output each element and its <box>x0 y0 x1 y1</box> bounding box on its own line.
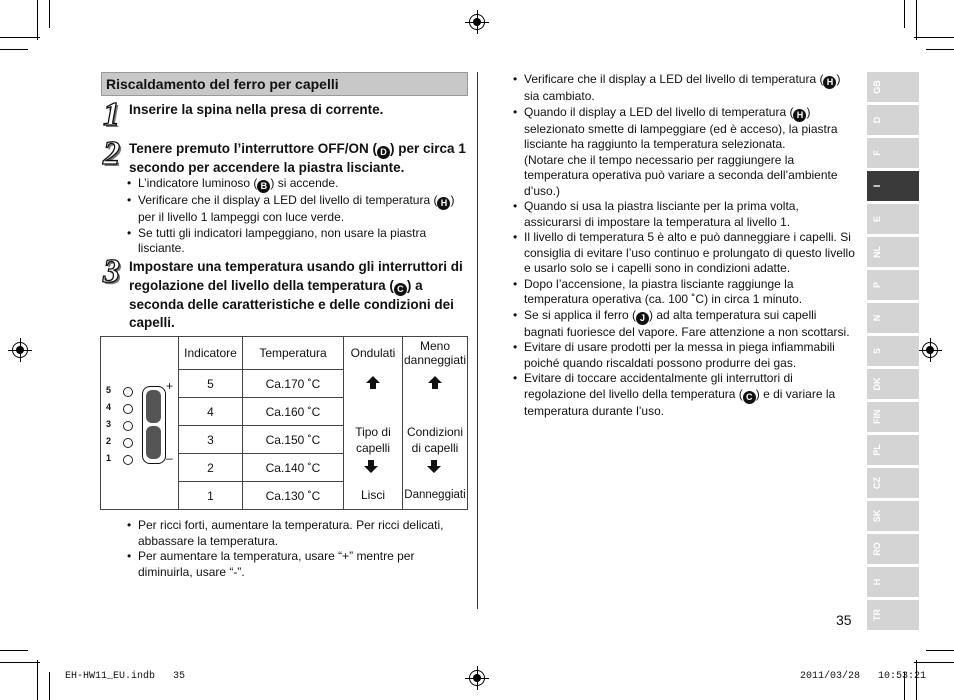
list-item: • Verificare che il display a LED del livello di temperatura ( H ) sia cambiato. <box>510 72 855 105</box>
list-item: • Se si applica il ferro ( J ) ad alta temperatura sui capelli bagnati fuoriesce del vapore. Fare attenzione a non scottarsi. <box>510 308 855 341</box>
table-cell: Lisci <box>344 482 403 510</box>
language-tab-active[interactable]: I <box>867 171 919 201</box>
registration-mark-icon <box>469 670 485 686</box>
list-item: • L’indicatore luminoso ( B ) si accende. <box>124 176 464 193</box>
part-h-icon: H <box>437 197 450 210</box>
led-level-label: 1 <box>106 453 112 463</box>
part-d-icon: D <box>377 146 390 159</box>
step-number: 1 <box>103 96 120 133</box>
column-header: Temperatura <box>243 337 344 370</box>
list-item: • Per aumentare la temperatura, usare “+” mentre per diminuirla, usare “-”. <box>124 549 464 580</box>
led-level-label: 2 <box>106 436 112 446</box>
step-number: 3 <box>103 253 120 290</box>
down-arrow-icon <box>364 460 378 473</box>
language-tab[interactable]: F <box>867 138 919 168</box>
language-tab[interactable]: D <box>867 105 919 135</box>
part-b-icon: B <box>257 180 270 193</box>
part-j-icon: J <box>636 312 649 325</box>
registration-mark-icon <box>922 342 938 358</box>
footer-date: 2011/03/28 10:53:21 <box>800 671 927 682</box>
section-header: Riscaldamento del ferro per capelli <box>101 72 468 96</box>
language-tab[interactable]: FIN <box>867 402 919 432</box>
list-item: • Dopo l’accensione, la piastra lisciante raggiunge la temperatura operativa (ca. 100 ˚C) in circa 1 minuto. <box>510 277 855 308</box>
language-tab[interactable]: P <box>867 270 919 300</box>
list-item: • Il livello di temperatura 5 è alto e può danneggiare i capelli. Si consiglia di evitare l’uso continuo e prolungato di questo livello e usarlo solo se i capelli sono in condizioni adatte. <box>510 230 855 277</box>
list-item: • Quando il display a LED del livello di temperatura ( H ) selezionato smette di lampeggiare (ed è acceso), la piastra lisciante ha raggiunto la temperatura selezionata. (Notare che il tempo necessario per raggiungere la temperatura operativa può variare a seconda dell’ambiente d’uso.) <box>510 105 855 200</box>
column-divider <box>477 72 478 609</box>
list-item: • Evitare di toccare accidentalmente gli interruttori di regolazione del livello della temperatura ( C ) e di variare la temperatura durante l’uso. <box>510 371 855 419</box>
step-title: Tenere premuto l’interruttore OFF/ON ( D ) per circa 1 secondo per accendere la piastra lisciante. <box>129 141 466 175</box>
table-cell: Ca.140 ˚C <box>243 454 344 482</box>
column-header: Meno danneggiati <box>403 337 468 370</box>
table-cell <box>344 370 403 398</box>
led-diagram-cell <box>101 337 179 510</box>
led-indicator-icon <box>123 387 133 397</box>
step-number: 2 <box>103 135 120 172</box>
footer-file: EH-HW11_EU.indb 35 <box>65 671 186 682</box>
up-arrow-icon <box>428 376 442 389</box>
part-h-icon: H <box>823 76 836 89</box>
list-item: • Evitare di usare prodotti per la messa in piega infiammabili poiché quando riscaldati possono produrre dei gas. <box>510 340 855 371</box>
notes-list <box>124 518 464 580</box>
temperature-switch-icon <box>142 386 166 464</box>
step-title: Inserire la spina nella presa di corrente. <box>129 102 384 117</box>
led-level-label: 4 <box>106 402 112 412</box>
registration-mark-icon <box>12 342 28 358</box>
language-tab[interactable]: TR <box>867 600 919 630</box>
language-tab[interactable]: SK <box>867 501 919 531</box>
language-tab[interactable]: N <box>867 303 919 333</box>
language-tab[interactable]: GB <box>867 72 919 102</box>
temperature-table <box>100 336 468 510</box>
column-header: Indicatore <box>179 337 243 370</box>
led-indicator-icon <box>123 421 133 431</box>
table-cell: Ca.170 ˚C <box>243 370 344 398</box>
right-column-bullets <box>510 72 855 419</box>
language-tab[interactable]: CZ <box>867 468 919 498</box>
led-level-label: 5 <box>106 385 112 395</box>
led-level-label: 3 <box>106 419 112 429</box>
list-item: • Se tutti gli indicatori lampeggiano, non usare la piastra lisciante. <box>124 226 464 257</box>
table-cell: 1 <box>179 482 243 510</box>
step-title: Impostare una temperatura usando gli interruttori di regolazione del livello della temperatura ( C ) a seconda delle caratteristiche e delle condizioni dei capelli. <box>129 259 463 330</box>
table-cell: 4 <box>179 398 243 426</box>
list-item: • Per ricci forti, aumentare la temperatura. Per ricci delicati, abbassare la temperatura. <box>124 518 464 549</box>
language-tab[interactable]: NL <box>867 237 919 267</box>
table-cell: Ca.130 ˚C <box>243 482 344 510</box>
registration-mark-icon <box>469 14 485 30</box>
page-number: 35 <box>836 612 852 628</box>
language-tab[interactable]: PL <box>867 435 919 465</box>
table-cell: Ca.150 ˚C <box>243 426 344 454</box>
language-tab[interactable]: DK <box>867 369 919 399</box>
list-item: • Quando si usa la piastra lisciante per la prima volta, assicurarsi di impostare la temperatura al livello 1. <box>510 199 855 230</box>
table-cell: Tipo di capelli <box>344 398 403 482</box>
down-arrow-icon <box>427 460 441 473</box>
language-tab[interactable]: E <box>867 204 919 234</box>
minus-label: – <box>166 451 173 465</box>
led-indicator-icon <box>123 404 133 414</box>
table-cell: 2 <box>179 454 243 482</box>
language-tab[interactable]: RO <box>867 534 919 564</box>
step-bullets <box>124 176 464 257</box>
led-indicator-icon <box>123 455 133 465</box>
table-cell <box>403 370 468 398</box>
language-tab[interactable]: S <box>867 336 919 366</box>
language-tab[interactable]: H <box>867 567 919 597</box>
table-cell: Danneggiati <box>403 482 468 510</box>
table-cell: 5 <box>179 370 243 398</box>
list-item: • Verificare che il display a LED del livello di temperatura ( H ) per il livello 1 lampeggi con luce verde. <box>124 193 464 226</box>
part-c-icon: C <box>743 391 756 404</box>
table-cell: 3 <box>179 426 243 454</box>
part-h-icon: H <box>793 109 806 122</box>
column-header: Ondulati <box>344 337 403 370</box>
up-arrow-icon <box>366 376 380 389</box>
table-cell: Condizioni di capelli <box>403 398 468 482</box>
plus-label: + <box>166 379 174 393</box>
part-c-icon: C <box>394 283 407 296</box>
table-cell: Ca.160 ˚C <box>243 398 344 426</box>
led-indicator-icon <box>123 438 133 448</box>
